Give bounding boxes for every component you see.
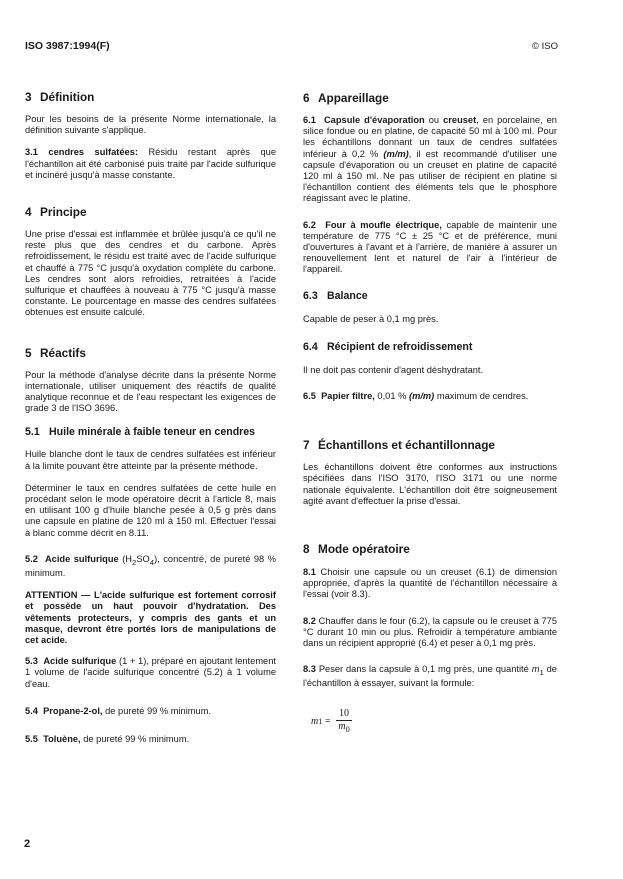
section-6-heading: 6 Appareillage [303,91,389,105]
section-8-heading: 8 Mode opératoire [303,542,410,557]
item-5-4: 5.4 Propane-2-ol, de pureté 99 % minimum. [25,705,212,716]
mass-formula: m 1 = $\frac{10}{m_0}$ [311,708,557,736]
section-5-1-para-2: Déterminer le taux en cendres sulfatées de cette huile en procédant selon le mode opératoire décrit à l'article 8, mais en utilisant 100 g d'huile blanche pesée à 0,5 g près dans une capsule en platine de 120 ml à 150 ml. Effectuer l'essai à blanc comme décrit en 8.11. [25,482,276,538]
formula-fraction: $\frac{10}{m_0}$ [336,708,352,736]
item-6-1: 6.1 Capsule d'évaporation ou creuset, en porcelaine, en silice fondue ou en platine, de capacité 50 ml à 100 ml. Pour les échantillons donnant un taux de cendres sulfatées inférieur à 0,2 % (m/m), il est recommandé d'utiliser une capsule d'évaporation ou un creuset en platine de capacité 120 ml à 150 ml. Ne pas utiliser de récipient en platine si l'échantillon contient des éléments tels que le phosphore réagissant avec le platine. [303,115,558,204]
section-5-1-heading: 5.1 Huile minérale à faible teneur en cendres [25,426,256,439]
item-5-5: 5.5 Toluène, de pureté 99 % minimum. [25,733,190,744]
item-8-1: 8.1 Choisir une capsule ou un creuset (6.1) de dimension appropriée, d'après la quantité de l'échantillon nécessaire à l'essai (voir 8.3). [303,567,557,600]
item-6-2: 6.2 Four à moufle électrique, capable de maintenir une température de 775 °C ± 25 °C et de préférence, muni d'ouvertures à l'avant et à l'arrière, de manière à assurer un renouvellement lent et naturel de l'air à l'intérieur de l'appareil. [303,219,557,275]
section-5-heading: 5 Réactifs [25,345,86,360]
section-5-text: Pour la méthode d'analyse décrite dans la présente Norme internationale, utiliser uniquement des réactifs de qualité analytique reconnue et de l'eau respectant les exigences de grade 3 de l'ISO 3696. [25,369,276,414]
attention-warning: ATTENTION — L'acide sulfurique est fortement corrosif et possède un haut pouvoir d'hydratation. Des vêtements protecteurs, y compris des gants et un masque, devront être portés lors de manipulations de cet acide. [25,590,276,645]
item-8-2: 8.2 Chauffer dans le four (6.2), la capsule ou le creuset à 775 °C durant 10 min ou plus. Refroidir à température ambiante dans un récipient approprié (6.4) et peser à 0,1 mg près. [303,615,557,649]
item-5-2: 5.2 Acide sulfurique $(H_2SO_4)$, concentré, de pureté 98 % minimum. [25,553,276,578]
definition-3-1: 3.1 cendres sulfatées: Résidu restant après que l'échantillon ait été carbonisé puis traité par l'acide sulfurique et incinéré jusqu'à masse constante. [25,147,276,180]
copyright-notice: © ISO [532,41,559,52]
standard-reference: ISO 3987:1994(F) [25,40,110,52]
section-6-3-heading: 6.3 Balance [303,289,368,302]
left-column [25,84,276,745]
item-8-3: 8.3 Peser dans la capsule à 0,1 mg près, une quantité $m_1$ de l'échantillon à essayer, suivant la formule: [303,664,557,689]
section-4-heading: 4 Principe [25,205,87,220]
section-3-heading: 3 Définition [25,90,95,104]
right-column [303,84,557,736]
section-6-4-heading: 6.4 Récipient de refroidissement [303,340,473,353]
section-5-1-para-1: Huile blanche dont le taux de cendres sulfatées est inférieur à la limite pouvant être atteinte par la présente méthode. [25,449,276,471]
section-6-4-text: Il ne doit pas contenir d'agent déshydratant. [303,364,484,375]
item-5-3: 5.3 Acide sulfurique (1 + 1), préparé en ajoutant lentement 1 volume de l'acide sulfurique concentré (5.2) à 1 volume d'eau. [25,656,276,689]
section-7-heading: 7 Échantillons et échantillonnage [303,438,495,453]
section-6-3-text: Capable de peser à 0,1 mg près. [303,313,439,324]
page-number: 2 [24,838,31,850]
section-3-intro: Pour les besoins de la présente Norme internationale, la définition suivante s'applique. [25,114,276,136]
section-4-text: Une prise d'essai est inflammée et brûlée jusqu'à ce qu'il ne reste plus que des cendres et du carbone. Après refroidissement, le résidu est traité avec de l'acide sulfurique et chauffé à 775 °C jusqu'à oxydation complète du carbone. Les cendres sont alors refroidies, retraitées à l'acide sulfurique et chauffées à nouveau à 775 °C jusqu'à masse constante. Le pourcentage en masse des cendres sulfatées obtenues est ensuite calculé. [25,229,276,318]
section-7-text: Les échantillons doivent être conformes aux instructions spécifiées dans l'ISO 3170, l'ISO 3171 ou une norme nationale équivalente. L'échantillon doit être soigneusement agité avant d'effectuer la prise d'essai. [303,462,557,506]
item-6-5: 6.5 Papier filtre, 0,01 % (m/m) maximum de cendres. [303,391,529,402]
